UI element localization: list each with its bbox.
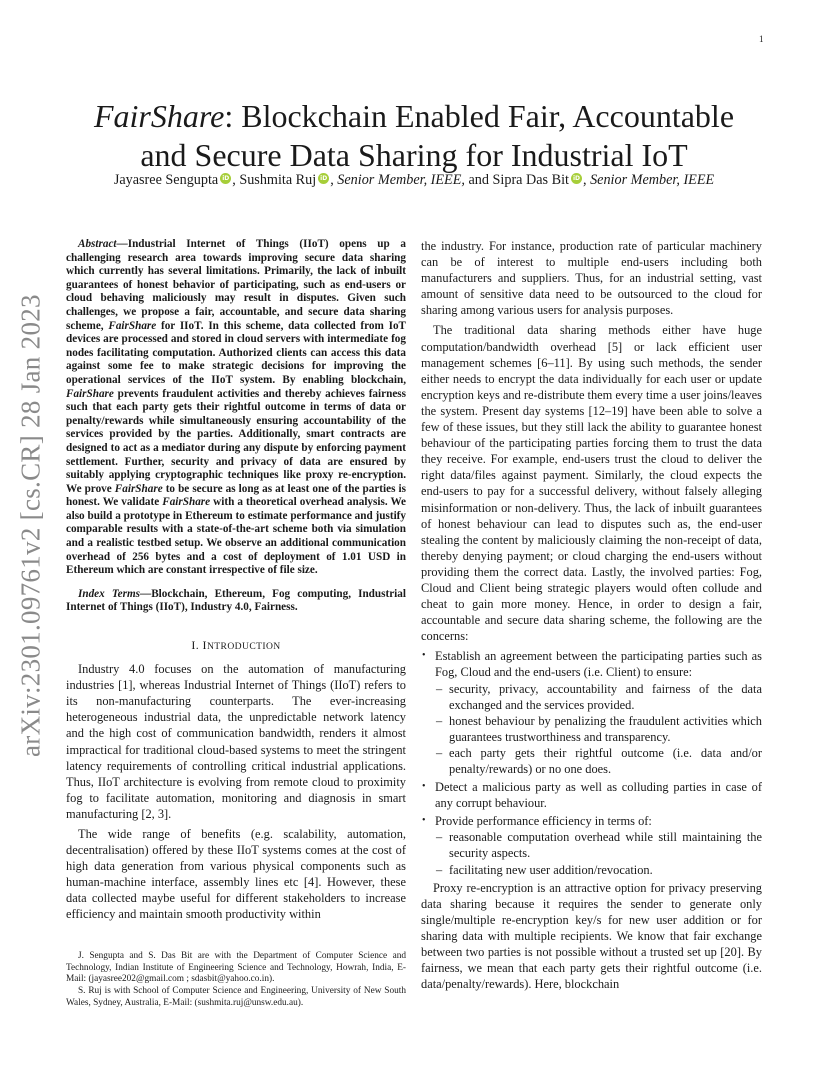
intro-paragraph: the industry. For instance, production rate of particular machinery can be of interest to multiple end-users including both manufacturers and suppliers. Thus, for an industrial setting, vast amount of sensitive data need to be outsourced to the cloud for sharing among various users for analysis purposes. bbox=[421, 239, 762, 318]
sub-list bbox=[435, 681, 762, 778]
index-terms bbox=[66, 588, 406, 615]
right-column bbox=[421, 238, 762, 996]
abstract bbox=[66, 238, 406, 578]
footnote-affiliation: S. Ruj is with School of Computer Science and Engineering, University of New South Wales, Sydney, Australia, E-Mail: (sushmita.ruj@unsw.edu.au). bbox=[66, 986, 406, 1008]
intro-paragraph: Proxy re-encryption is an attractive option for privacy preserving data sharing because it requires the sender to generate only single/multiple re-encryption key/s for new user addition or for sharing data with multiple recipients. We know that fair exchange between two parties is not possible without a trusted set up [20]. By fairness, we mean that each party gets their rightful outcome (i.e. data/penalty/rewards). Here, blockchain bbox=[421, 880, 762, 992]
list-item-text: Provide performance efficiency in terms of: bbox=[435, 814, 652, 829]
dash-icon: – bbox=[436, 745, 443, 760]
title-system-name: FairShare bbox=[93, 98, 225, 135]
dash-icon: – bbox=[436, 681, 443, 696]
bullet-icon: • bbox=[422, 781, 426, 793]
abstract-emphasis: FairShare bbox=[66, 387, 114, 400]
bullet-icon: • bbox=[422, 815, 426, 827]
author-role: Senior Member, IEEE, bbox=[337, 172, 465, 188]
author-ruj: , Sushmita Ruj bbox=[232, 172, 317, 188]
author-list bbox=[60, 171, 768, 189]
sub-list-item bbox=[435, 829, 762, 861]
arxiv-identifier bbox=[16, 291, 46, 761]
intro-paragraph: Industry 4.0 focuses on the automation of manufacturing industries [1], whereas Industrial Internet of Things (IIoT) refers to its non-manufacturing counterparts. The ever-increasing heterogeneous industrial data, the unpredictable network latency and the high cost of communication bandwidth, renders it almost impractical for traditional cloud-based systems to meet the stringent latency requirements of controlling critical industrial applications. Thus, IIoT architecture is evolving from remote cloud to proximity fog to facilitate automation, monitoring and diagnosis in smart manufacturing [2, 3]. bbox=[66, 662, 406, 821]
footnote-affiliation: J. Sengupta and S. Das Bit are with the Department of Computer Science and Technology, Indian Institute of Engineering Science and Technology, Howrah, India, E-Mail: (jayasree202@gmail.com ; sdasbit@yahoo.co.in). bbox=[66, 951, 406, 985]
sub-list-text: each party gets their rightful outcome (i.e. data and/or penalty/rewards) or no one does. bbox=[449, 745, 762, 776]
page-number: 1 bbox=[759, 34, 764, 44]
sub-list-text: reasonable computation overhead while still maintaining the security aspects. bbox=[449, 830, 762, 861]
abstract-emphasis: FairShare bbox=[114, 482, 163, 495]
intro-paragraph: The traditional data sharing methods either have huge computation/bandwidth overhead [5] or lack efficient user management schemes [6–11]. By using such methods, the sender either needs to encrypt the data individually for each user or update encryption keys and re-distribute them every time a user joins/leaves the system. Present day systems [12–19] have been able to solve a few of these issues, but they still lack the ability to guarantee honest behaviour of the participating parties forcing them to trust the data they receive. For example, end-users trust the cloud to deliver the right data/files against payment. Similarly, the cloud expects the end-users to pay for a successful delivery, without falsely alleging misinformation or non-delivery. Thus, the lack of inbuilt guarantees of honest behaviour can lead to disputes such as, the end-user stealing the content by maliciously claiming the non-receipt of data, thereby denying payment; or cloud charging the end-users without providing them the correct data. Lastly, the involved parties: Fog, Cloud and Client being strategic players would often collude and cheat to gain more money. Hence, in order to design a fair, accountable and secure data sharing scheme, the following are the concerns: bbox=[421, 323, 762, 644]
dash-icon: – bbox=[436, 862, 443, 877]
sub-list-item bbox=[435, 713, 762, 745]
author-sengupta: Jayasree Sengupta bbox=[113, 172, 219, 188]
list-item bbox=[421, 813, 762, 877]
sub-list-item bbox=[435, 745, 762, 777]
bullet-icon: • bbox=[422, 650, 426, 662]
section-numeral: I. bbox=[191, 638, 203, 653]
list-item-text: Detect a malicious party as well as colluding parties in case of any corrupt behaviour. bbox=[435, 780, 762, 811]
sub-list-text: honest behaviour by penalizing the fraudulent activities which guarantees trustworthiness and transparency. bbox=[449, 713, 762, 744]
author-separator: , bbox=[582, 172, 591, 188]
section-heading bbox=[66, 638, 406, 653]
section-title-initial: I bbox=[202, 638, 207, 653]
author-das-bit: and Sipra Das Bit bbox=[464, 172, 569, 188]
sub-list-item bbox=[435, 862, 762, 878]
orcid-icon[interactable]: iD bbox=[320, 175, 328, 182]
list-item bbox=[421, 648, 762, 777]
abstract-text: —Industrial Internet of Things (IIoT) opens up a challenging research area towards improving secure data sharing which currently has several limitations. Primarily, the lack of inbuilt guarantees of honest behavior of participating, such as end-users or cloud behaving maliciously may result in disputes. Given such challenges, we propose a fair, accountable, and secure data sharing scheme, bbox=[66, 238, 406, 332]
abstract-text: for IIoT. In this scheme, data collected from IoT devices are processed and stored in cloud servers with intermediate fog nodes facilitating computation. Authorized clients can access this data against some fee to make strategic decisions for improving the operational services of the IIoT system. By enabling blockchain, bbox=[66, 319, 407, 386]
dash-icon: – bbox=[436, 830, 443, 845]
left-column bbox=[66, 238, 406, 927]
sub-list-item bbox=[435, 681, 762, 713]
author-separator: , bbox=[330, 172, 338, 188]
footnotes bbox=[66, 951, 406, 1010]
orcid-icon[interactable]: iD bbox=[572, 175, 580, 182]
sub-list-text: security, privacy, accountability and fairness of the data exchanged and the services provided. bbox=[449, 681, 762, 712]
list-item-text: Establish an agreement between the participating parties such as Fog, Cloud and the end-users (i.e. Client) to ensure: bbox=[435, 649, 762, 680]
dash-icon: – bbox=[436, 713, 443, 728]
arxiv-stamp-text: arXiv:2301.09761v2 [cs.CR] 28 Jan 2023 bbox=[15, 294, 46, 758]
index-terms-lead: Index Terms bbox=[78, 587, 141, 600]
title-line1: : Blockchain Enabled Fair, Accountable bbox=[224, 98, 735, 135]
abstract-emphasis: FairShare bbox=[162, 496, 211, 509]
concerns-list bbox=[421, 648, 762, 877]
sub-list-text: facilitating new user addition/revocation. bbox=[449, 862, 653, 877]
author-role: Senior Member, IEEE bbox=[590, 172, 715, 188]
sub-list bbox=[435, 829, 762, 877]
abstract-text: with a theoretical overhead analysis. We also build a prototype in Ethereum to estimate performance and justify comparable results with a state-of-the-art scheme both via simulation and a realistic testbed setup. We observe an additional communication overhead of 256 bytes and a cost of deployment of 1.01 USD in Ethereum which are constant irrespective of file size. bbox=[66, 496, 406, 577]
orcid-icon[interactable]: iD bbox=[222, 175, 230, 182]
title-line2: and Secure Data Sharing for Industrial IoT bbox=[140, 137, 688, 174]
paper-title bbox=[60, 97, 768, 175]
abstract-emphasis: FairShare bbox=[108, 319, 157, 332]
list-item bbox=[421, 779, 762, 811]
section-title-rest: NTRODUCTION bbox=[206, 641, 281, 653]
abstract-lead: Abstract bbox=[78, 238, 117, 250]
abstract-text: prevents fraudulent activities and thereby achieves fairness such that each party gets their rightful outcome in terms of data or penalty/rewards while simultaneously ensuring accountability of the services provided by the parties. Additionally, smart contracts are designed to act as a mediator during any dispute by enforcing payment settlement. Further, security and privacy of data are ensured by suitably applying cryptographic techniques like proxy re-encryption. We prove bbox=[66, 387, 406, 495]
intro-paragraph: The wide range of benefits (e.g. scalability, automation, decentralisation) offered by these IIoT systems comes at the cost of high data generation from various physical components such as human-machine interface, assembly lines etc [4]. However, these data collected maybe useful for different stakeholders to increase efficiency and maintain smooth productivity within bbox=[66, 826, 406, 922]
abstract-text: to be secure as long as at least one of the parties is honest. We validate bbox=[66, 482, 406, 509]
index-terms-text: —Blockchain, Ethereum, Fog computing, Industrial Internet of Things (IIoT), Industry 4.0, Fairness. bbox=[66, 587, 406, 614]
